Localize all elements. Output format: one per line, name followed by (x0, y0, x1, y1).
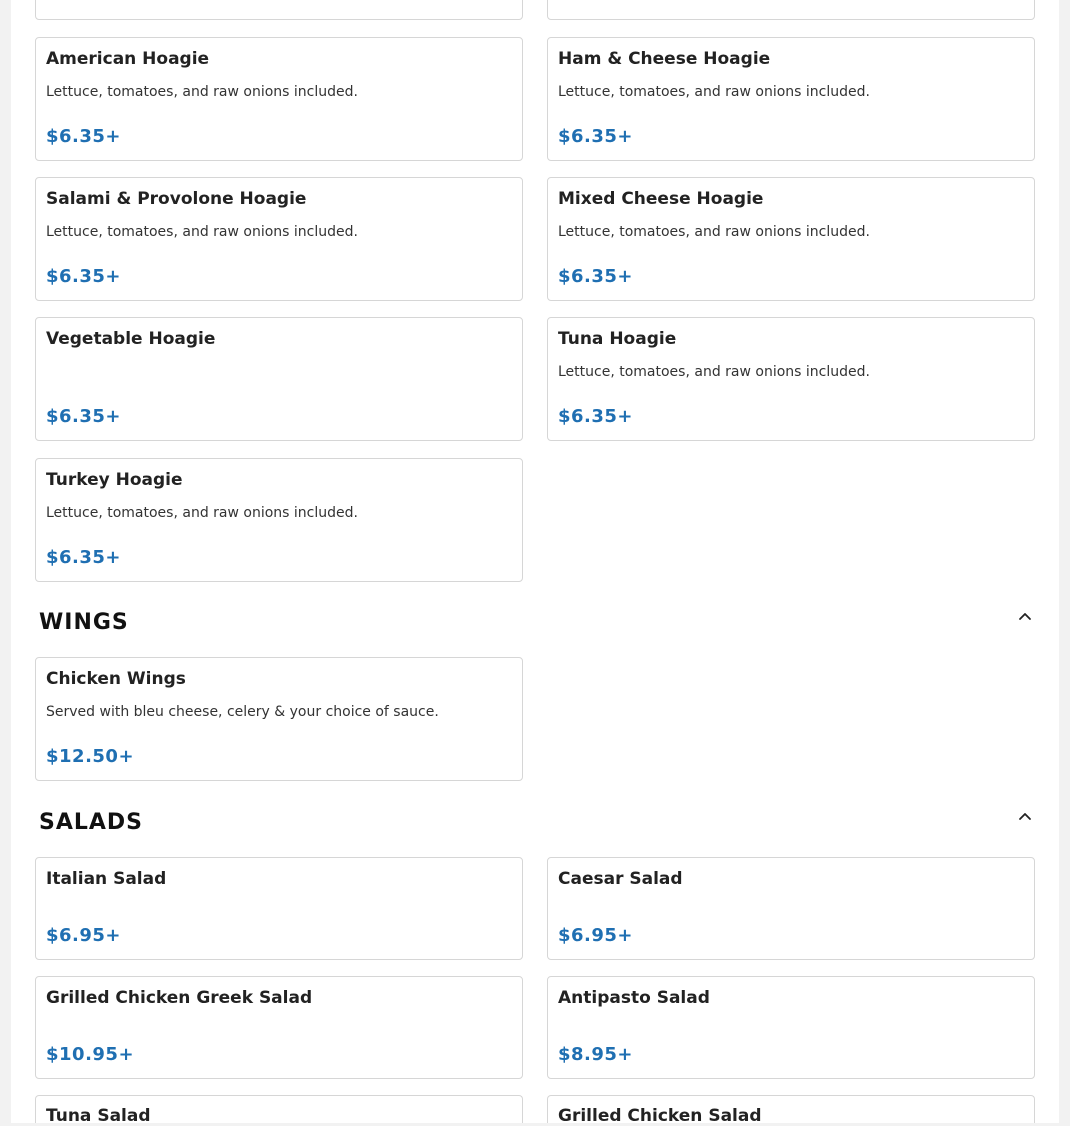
item-description: Lettuce, tomatoes, and raw onions included. (558, 364, 870, 380)
item-price: $6.35+ (558, 406, 634, 427)
chevron-up-icon[interactable] (1017, 608, 1033, 624)
menu-item-card[interactable] (547, 0, 1035, 20)
item-name: Tuna Salad (46, 1106, 151, 1126)
item-name: Tuna Hoagie (558, 329, 677, 349)
item-price: $6.35+ (46, 406, 122, 427)
item-price: $6.35+ (46, 547, 122, 568)
menu-item-card[interactable] (35, 0, 523, 20)
section-title-salads: SALADS (39, 810, 144, 835)
item-price: $12.50+ (46, 746, 135, 767)
item-name: Caesar Salad (558, 869, 683, 889)
menu-item-ham-cheese-hoagie[interactable] (547, 37, 1035, 161)
item-price: $6.95+ (46, 925, 122, 946)
item-price: $6.35+ (46, 266, 122, 287)
item-description: Served with bleu cheese, celery & your choice of sauce. (46, 704, 439, 720)
item-description: Lettuce, tomatoes, and raw onions included. (46, 505, 358, 521)
item-name: Salami & Provolone Hoagie (46, 189, 307, 209)
item-name: Chicken Wings (46, 669, 186, 689)
item-name: Antipasto Salad (558, 988, 710, 1008)
item-description: Lettuce, tomatoes, and raw onions included. (558, 84, 870, 100)
item-description: Lettuce, tomatoes, and raw onions included. (46, 84, 358, 100)
item-name: Italian Salad (46, 869, 167, 889)
menu-item-vegetable-hoagie[interactable] (35, 317, 523, 441)
menu-item-mixed-cheese-hoagie[interactable] (547, 177, 1035, 301)
item-price: $6.35+ (46, 126, 122, 147)
menu-item-chicken-wings[interactable] (35, 657, 523, 781)
item-name: Ham & Cheese Hoagie (558, 49, 771, 69)
menu-page (11, 0, 1059, 1126)
item-name: American Hoagie (46, 49, 210, 69)
item-price: $6.35+ (558, 126, 634, 147)
item-price: $6.95+ (558, 925, 634, 946)
menu-item-salami-provolone-hoagie[interactable] (35, 177, 523, 301)
item-name: Grilled Chicken Salad (558, 1106, 762, 1126)
item-price: $6.35+ (558, 266, 634, 287)
item-description: Lettuce, tomatoes, and raw onions included. (46, 224, 358, 240)
menu-item-tuna-hoagie[interactable] (547, 317, 1035, 441)
chevron-up-icon[interactable] (1017, 808, 1033, 824)
item-name: Grilled Chicken Greek Salad (46, 988, 313, 1008)
menu-item-caesar-salad[interactable] (547, 857, 1035, 960)
menu-item-grilled-chicken-salad[interactable] (547, 1095, 1035, 1126)
item-name: Vegetable Hoagie (46, 329, 216, 349)
item-price: $10.95+ (46, 1044, 135, 1065)
menu-item-italian-salad[interactable] (35, 857, 523, 960)
item-name: Mixed Cheese Hoagie (558, 189, 764, 209)
item-name: Turkey Hoagie (46, 470, 183, 490)
menu-item-american-hoagie[interactable] (35, 37, 523, 161)
menu-item-tuna-salad[interactable] (35, 1095, 523, 1126)
item-price: $8.95+ (558, 1044, 634, 1065)
menu-item-grilled-chicken-greek-salad[interactable] (35, 976, 523, 1079)
section-title-wings: WINGS (39, 610, 129, 635)
menu-item-antipasto-salad[interactable] (547, 976, 1035, 1079)
menu-item-turkey-hoagie[interactable] (35, 458, 523, 582)
item-description: Lettuce, tomatoes, and raw onions included. (558, 224, 870, 240)
